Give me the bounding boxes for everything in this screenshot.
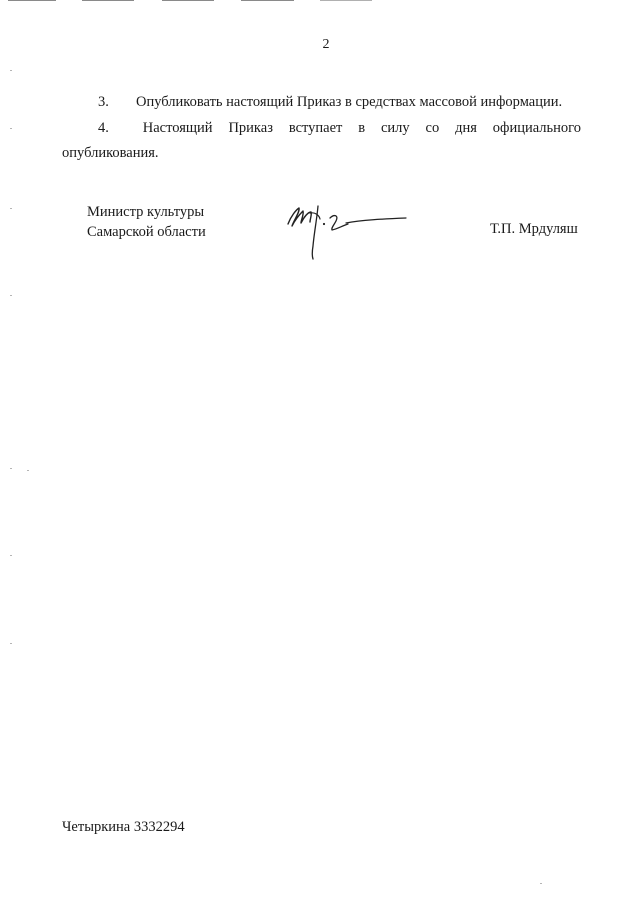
item-4-word: Настоящий <box>142 120 213 136</box>
item-4-word: дня <box>455 120 477 136</box>
item-4-word: вступает <box>288 120 343 136</box>
signatory-title-line1: Министр культуры <box>87 204 205 220</box>
item-3 <box>62 90 581 115</box>
item-4-word: со <box>425 120 440 136</box>
item-4-continuation: опубликования. <box>62 145 159 161</box>
page-number: 2 <box>322 37 330 52</box>
executor-info: Четыркина 3332294 <box>62 819 185 835</box>
scan-top-edge-marks <box>0 0 640 4</box>
signatory-title-line2: Самарской области <box>87 224 206 240</box>
item-4-first-line <box>62 116 581 141</box>
item-4 <box>62 116 581 166</box>
item-4-word: в <box>358 120 366 136</box>
signatory-name: Т.П. Мрдуляш <box>490 221 578 237</box>
signatory-title <box>87 202 206 242</box>
item-4-word: силу <box>380 120 410 136</box>
item-4-number: 4. <box>98 120 109 136</box>
item-4-word: официального <box>492 120 581 136</box>
handwritten-signature <box>282 202 412 260</box>
item-3-text: Опубликовать настоящий Приказ в средствах массовой информации. <box>136 94 563 110</box>
item-3-number: 3. <box>98 94 109 110</box>
item-4-word: Приказ <box>228 120 273 136</box>
